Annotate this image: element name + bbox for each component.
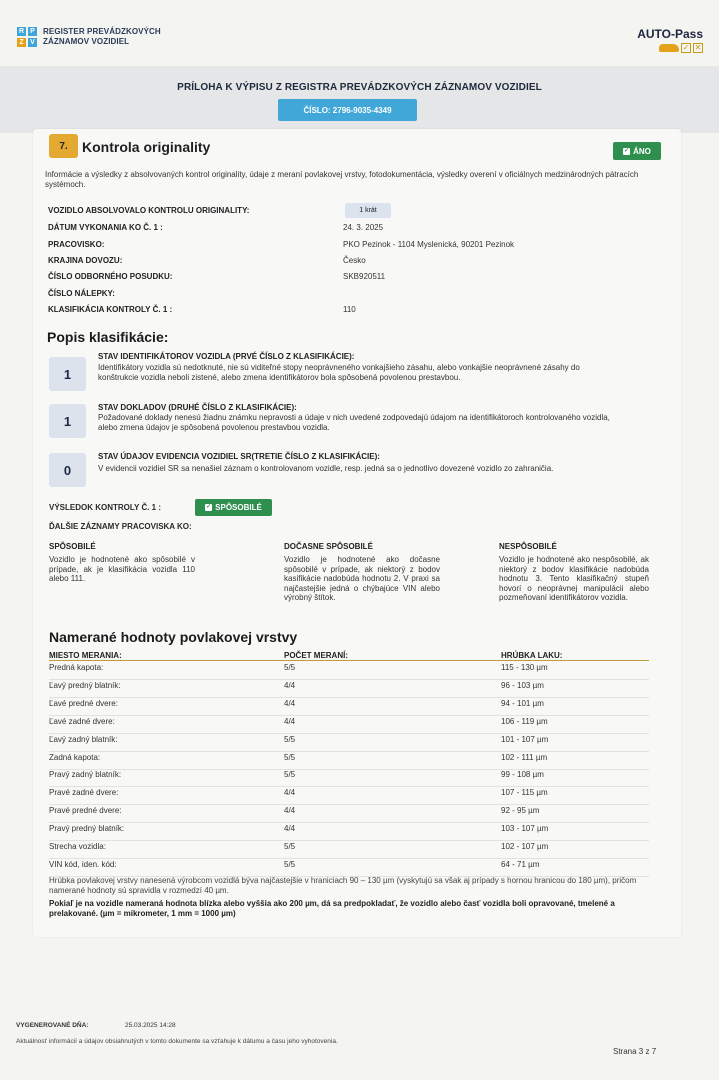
logo-letter: R: [18, 28, 25, 35]
autopass-title: AUTO-Pass: [637, 27, 703, 41]
measurement-count: 5/5: [284, 859, 296, 869]
report-number-badge: ČÍSLO: 2796-9035-4349: [278, 99, 417, 121]
measurement-location: Pravý zadný blatník:: [49, 770, 122, 780]
table-row: [49, 735, 649, 753]
result-badge-label: SPÔSOBILÉ: [215, 503, 262, 512]
result-badge: [195, 499, 272, 516]
field-label: ČÍSLO NÁLEPKY:: [48, 289, 115, 298]
column-text: Vozidlo je hodnotené ako dočasne spôsobilé v prípade, ak niektorý z bodov kasifikácie nadobúda hodnotu 2. V praxi sa najčastejšie jedná o chýbajúce VIN alebo výrobný štítok.: [284, 555, 440, 602]
logo-line-2: ZÁZNAMOV VOZIDIEL: [43, 37, 130, 46]
generated-value: 25.03.2025 14:28: [125, 1022, 176, 1029]
table-row: [49, 699, 649, 717]
row-divider: [49, 697, 649, 698]
measurement-thickness: 106 - 119 µm: [501, 716, 548, 726]
measurement-count: 5/5: [284, 842, 296, 851]
field-label: KLASIFIKÁCIA KONTROLY Č. 1 :: [48, 305, 173, 314]
table-header-count: POČET MERANÍ:: [284, 651, 348, 660]
measurement-location: Pravé zadné dvere:: [49, 788, 119, 798]
measurement-thickness: 96 - 103 µm: [501, 680, 544, 690]
classification-title: Popis klasifikácie:: [47, 329, 169, 345]
measurement-thickness: 92 - 95 µm: [501, 806, 540, 816]
measurement-count: 4/4: [284, 716, 296, 726]
measurement-thickness: 101 - 107 µm: [501, 734, 549, 744]
count-badge: 1 krát: [345, 203, 391, 218]
measurement-location: VIN kód, iden. kód:: [49, 859, 117, 869]
measurement-location: Ľavý predný blatník:: [49, 680, 121, 690]
row-divider: [49, 715, 649, 716]
classification-digit: 1: [49, 357, 86, 391]
status-badge-label: ÁNO: [633, 146, 651, 156]
actuality-note: Aktuálnosť informácií a údajov obsiahnutých v tomto dokumente sa vzťahuje k dátumu a času jeho vyhotovenia.: [16, 1038, 338, 1045]
rpzv-logo: [17, 27, 161, 47]
row-divider: [49, 822, 649, 823]
classification-text: Požadované doklady nenesú žiadnu známku nepravosti a údaje v nich uvedené zodpovedajú údajom na identifikátoroch kontrolovaného vozidla, alebo zmena údajov je spôsobená povolenou prestavbou vozidla.: [98, 413, 610, 432]
row-divider: [49, 840, 649, 841]
measurement-count: 4/4: [284, 806, 296, 816]
measurement-location: Pravý predný blatník:: [49, 824, 125, 834]
section-title: Kontrola originality: [82, 139, 211, 155]
field-label: DÁTUM VYKONANIA KO Č. 1 :: [48, 223, 163, 232]
table-row: [49, 663, 649, 681]
table-row: [49, 788, 649, 806]
field-value: 110: [343, 305, 356, 314]
classification-heading: STAV IDENTIFIKÁTOROV VOZIDLA (PRVÉ ČÍSLO Z KLASIFIKÁCIE):: [98, 352, 355, 361]
field-label: PRACOVISKO:: [48, 240, 105, 249]
document-title: PRÍLOHA K VÝPISU Z REGISTRA PREVÁDZKOVÝCH ZÁZNAMOV VOZIDIEL: [177, 82, 542, 93]
generated-label: VYGENEROVANÉ DŇA:: [16, 1022, 89, 1029]
classification-heading: STAV DOKLADOV (DRUHÉ ČÍSLO Z KLASIFIKÁCIE):: [98, 403, 297, 412]
result-label: VÝSLEDOK KONTROLY Č. 1 :: [49, 503, 162, 512]
table-row: [49, 824, 649, 842]
measurements-warning: Pokiaľ je na vozidle nameraná hodnota blízka alebo vyššia ako 200 µm, dá sa predpokladať, že vozidlo alebo časť vozidla boli opravované, tmelené a prelakované. (µm = mikrometer, 1 mm = 1000 µm): [49, 899, 615, 918]
field-value: PKO Pezinok - 1104 Myslenická, 90201 Pezinok: [343, 240, 515, 249]
column-heading: SPÔSOBILÉ: [49, 542, 96, 551]
field-value: 24. 3. 2025: [343, 223, 384, 232]
classification-text: V evidencii vozidiel SR sa nenašiel záznam o kontrolovanom vozidle, resp. jedná sa o jednotlivo dovezené vozidlo zo zahraničia.: [98, 464, 554, 473]
column-text: Vozidlo je hodnotené ako nespôsobilé, ak niektorý z bodov klasifikácie nadobúda hodnotu 3. Tento klasifikačný stupeň hovorí o neoprávnej manipulácii alebo pozmeňovaní identifikátorov vozidla.: [499, 555, 649, 602]
classification-digit: 0: [49, 453, 86, 487]
table-header-location: MIESTO MERANIA:: [49, 651, 122, 660]
column-text: Vozidlo je hodnotené ako spôsobilé v prípade, ak je klasifikácia vozidla 110 alebo 111.: [49, 555, 195, 583]
measurement-thickness: 99 - 108 µm: [501, 770, 544, 780]
measurement-thickness: 107 - 115 µm: [501, 788, 548, 798]
row-divider: [49, 733, 649, 734]
table-row: [49, 806, 649, 824]
row-divider: [49, 679, 649, 680]
field-value: SKB920511: [343, 272, 386, 281]
measurement-location: Strecha vozidla:: [49, 842, 106, 851]
check-icon: ✓: [624, 147, 630, 154]
measurement-location: Pravé predné dvere:: [49, 806, 122, 816]
measurement-count: 5/5: [284, 734, 296, 744]
page-number: Strana 3 z 7: [613, 1047, 657, 1056]
table-row: [49, 753, 649, 771]
row-divider: [49, 858, 649, 859]
table-row: [49, 770, 649, 788]
row-divider: [49, 769, 649, 770]
cross-box-icon: ✕: [694, 43, 702, 52]
measurement-count: 5/5: [284, 663, 296, 672]
car-icon: [659, 44, 679, 52]
measurement-location: Ľavé predné dvere:: [49, 698, 118, 708]
table-header-rule: [49, 660, 649, 661]
other-records-label: ĎALŠIE ZÁZNAMY PRACOVISKA KO:: [49, 522, 192, 531]
logo-letter: V: [28, 38, 37, 47]
measurement-count: 5/5: [284, 770, 296, 780]
logo-letter: Z: [17, 38, 26, 47]
row-divider: [49, 751, 649, 752]
field-label: VOZIDLO ABSOLVOVALO KONTROLU ORIGINALITY:: [48, 206, 250, 215]
measurement-location: Predná kapota:: [49, 663, 104, 672]
table-row: [49, 681, 649, 699]
table-row: [49, 717, 649, 735]
column-heading: NESPÔSOBILÉ: [499, 542, 557, 551]
classification-text: Identifikátory vozidla sú nedotknuté, nie sú viditeľné stopy neoprávneného vonkajšieho zásahu, alebo vonkajšie neoprávnené zásahy do konštrukcie vozidla neboli zistené, alebo zmena identifikátorov bola spôsobená povolenou prestavbou.: [98, 363, 580, 382]
section-number: 7.: [49, 134, 78, 158]
measurements-title: Namerané hodnoty povlakovej vrstvy: [49, 629, 298, 645]
field-label: KRAJINA DOVOZU:: [48, 256, 123, 265]
measurement-thickness: 103 - 107 µm: [501, 824, 549, 834]
logo-letter: P: [28, 27, 37, 36]
measurement-thickness: 102 - 107 µm: [501, 842, 549, 851]
measurement-thickness: 102 - 111 µm: [501, 752, 548, 762]
measurement-count: 4/4: [284, 788, 296, 798]
autopass-logo: [637, 27, 703, 53]
logo-line-1: REGISTER PREVÁDZKOVÝCH: [43, 27, 161, 36]
measurement-count: 4/4: [284, 680, 296, 690]
check-box-icon: ✓: [682, 43, 690, 52]
row-divider: [49, 786, 649, 787]
measurement-location: Zadná kapota:: [49, 752, 101, 762]
measurement-thickness: 64 - 71 µm: [501, 859, 540, 869]
classification-digit: 1: [49, 404, 86, 438]
table-header-thickness: HRÚBKA LAKU:: [501, 651, 563, 660]
rpzv-logo-icon: [17, 27, 37, 47]
row-divider: [49, 804, 649, 805]
check-icon: ✓: [206, 504, 212, 510]
field-value: Česko: [343, 256, 366, 265]
measurement-count: 5/5: [284, 752, 296, 762]
column-heading: DOČASNE SPÔSOBILÉ: [284, 542, 373, 551]
field-label: ČÍSLO ODBORNÉHO POSUDKU:: [48, 272, 173, 281]
table-row: [49, 842, 649, 860]
measurements-note: Hrúbka povlakovej vrstvy nanesená výrobcom vozidlá býva najčastejšie v hraniciach 90 – 130 µm (vyskytujú sa však aj prípady s hornou hranicou do 180 µm), pričom namerané hodnoty sú spravidla v rozmedzí 40 µm.: [49, 876, 637, 895]
measurement-count: 4/4: [284, 824, 296, 834]
section-intro: Informácie a výsledky z absolvovaných kontrol originality, údaje z meraní povlakovej vrstvy, fotodokumentácia, výsledky overení v oficiálnych medzinárodných pátracích systémoch.: [45, 170, 639, 189]
classification-heading: STAV ÚDAJOV EVIDENCIA VOZIDIEL SR(TRETIE ČÍSLO Z KLASIFIKÁCIE):: [98, 452, 380, 461]
measurement-count: 4/4: [284, 698, 296, 708]
measurement-location: Ľavé zadné dvere:: [49, 716, 115, 726]
measurement-location: Ľavý zadný blatník:: [49, 734, 118, 744]
measurement-thickness: 115 - 130 µm: [501, 663, 548, 672]
status-badge-ano: [613, 142, 661, 160]
measurement-thickness: 94 - 101 µm: [501, 698, 544, 708]
